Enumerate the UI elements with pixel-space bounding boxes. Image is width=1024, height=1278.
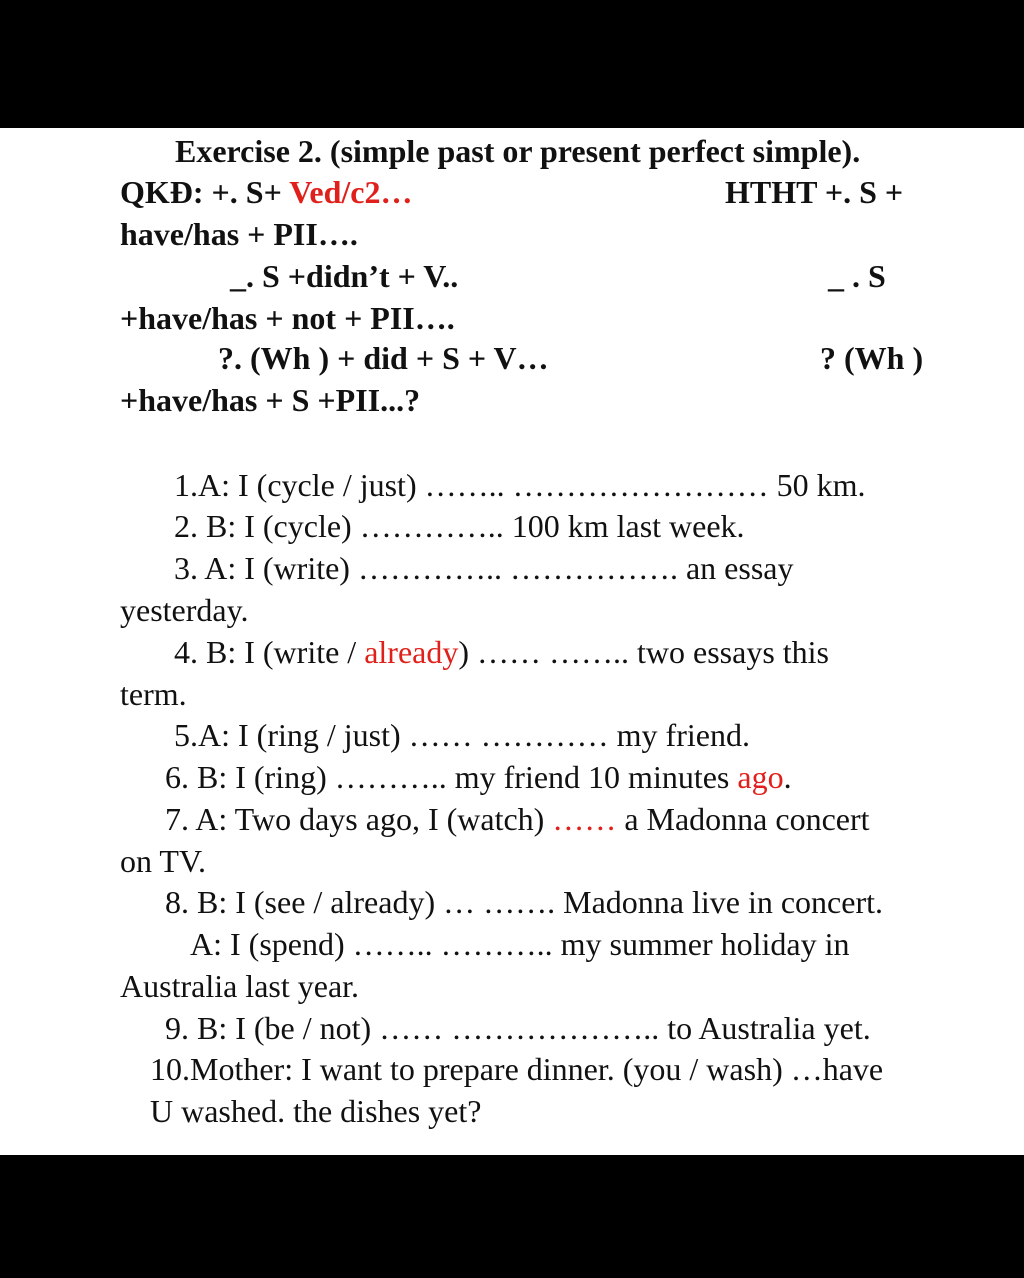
htht-question-cont: +have/has + S +PII...? — [120, 382, 421, 418]
htht-affirmative: HTHT +. S + — [725, 174, 904, 210]
exercise-item-10-cont: U washed. the dishes yet? — [150, 1093, 482, 1129]
exercise-item-7-cont: on TV. — [120, 843, 206, 879]
exercise-item-8b: A: I (spend) …….. ……….. my summer holiday in — [190, 926, 850, 962]
exercise-item-3-cont: yesterday. — [120, 592, 249, 628]
htht-question: ? (Wh ) — [820, 340, 924, 376]
exercise-item-2: 2. B: I (cycle) ………….. 100 km last week. — [174, 508, 745, 544]
htht-negative: _ . S — [828, 258, 886, 294]
exercise-item-8: 8. B: I (see / already) … ……. Madonna live in concert. — [165, 884, 883, 920]
qkd-question: ?. (Wh ) + did + S + V… — [218, 340, 549, 376]
exercise-item-9: 9. B: I (be / not) …… ……………….. to Australia yet. — [165, 1010, 871, 1046]
document-page — [0, 128, 1024, 1155]
top-black-bar — [0, 0, 1024, 128]
exercise-item-3: 3. A: I (write) ………….. ……………. an essay — [174, 550, 794, 586]
exercise-item-7: 7. A: Two days ago, I (watch) …… a Madonna concert — [165, 801, 870, 837]
htht-affirmative-cont: have/has + PII…. — [120, 216, 358, 252]
exercise-item-8b-cont: Australia last year. — [120, 968, 360, 1004]
exercise-title: Exercise 2. (simple past or present perfect simple). — [175, 133, 861, 169]
exercise-item-6: 6. B: I (ring) ……….. my friend 10 minutes ago. — [165, 759, 792, 795]
bottom-black-bar — [0, 1155, 1024, 1278]
exercise-item-4-cont: term. — [120, 676, 187, 712]
qkd-affirmative: QKĐ: +. S+ Ved/c2… — [120, 174, 413, 210]
exercise-item-4: 4. B: I (write / already) …… …….. two essays this — [174, 634, 829, 670]
exercise-item-1: 1.A: I (cycle / just) …….. …………………… 50 km. — [174, 467, 866, 503]
exercise-item-5: 5.A: I (ring / just) …… ………… my friend. — [174, 717, 750, 753]
exercise-item-10: 10.Mother: I want to prepare dinner. (you / wash) …have — [150, 1051, 884, 1087]
htht-negative-cont: +have/has + not + PII…. — [120, 300, 455, 336]
qkd-negative: _. S +didn’t + V.. — [230, 258, 459, 294]
